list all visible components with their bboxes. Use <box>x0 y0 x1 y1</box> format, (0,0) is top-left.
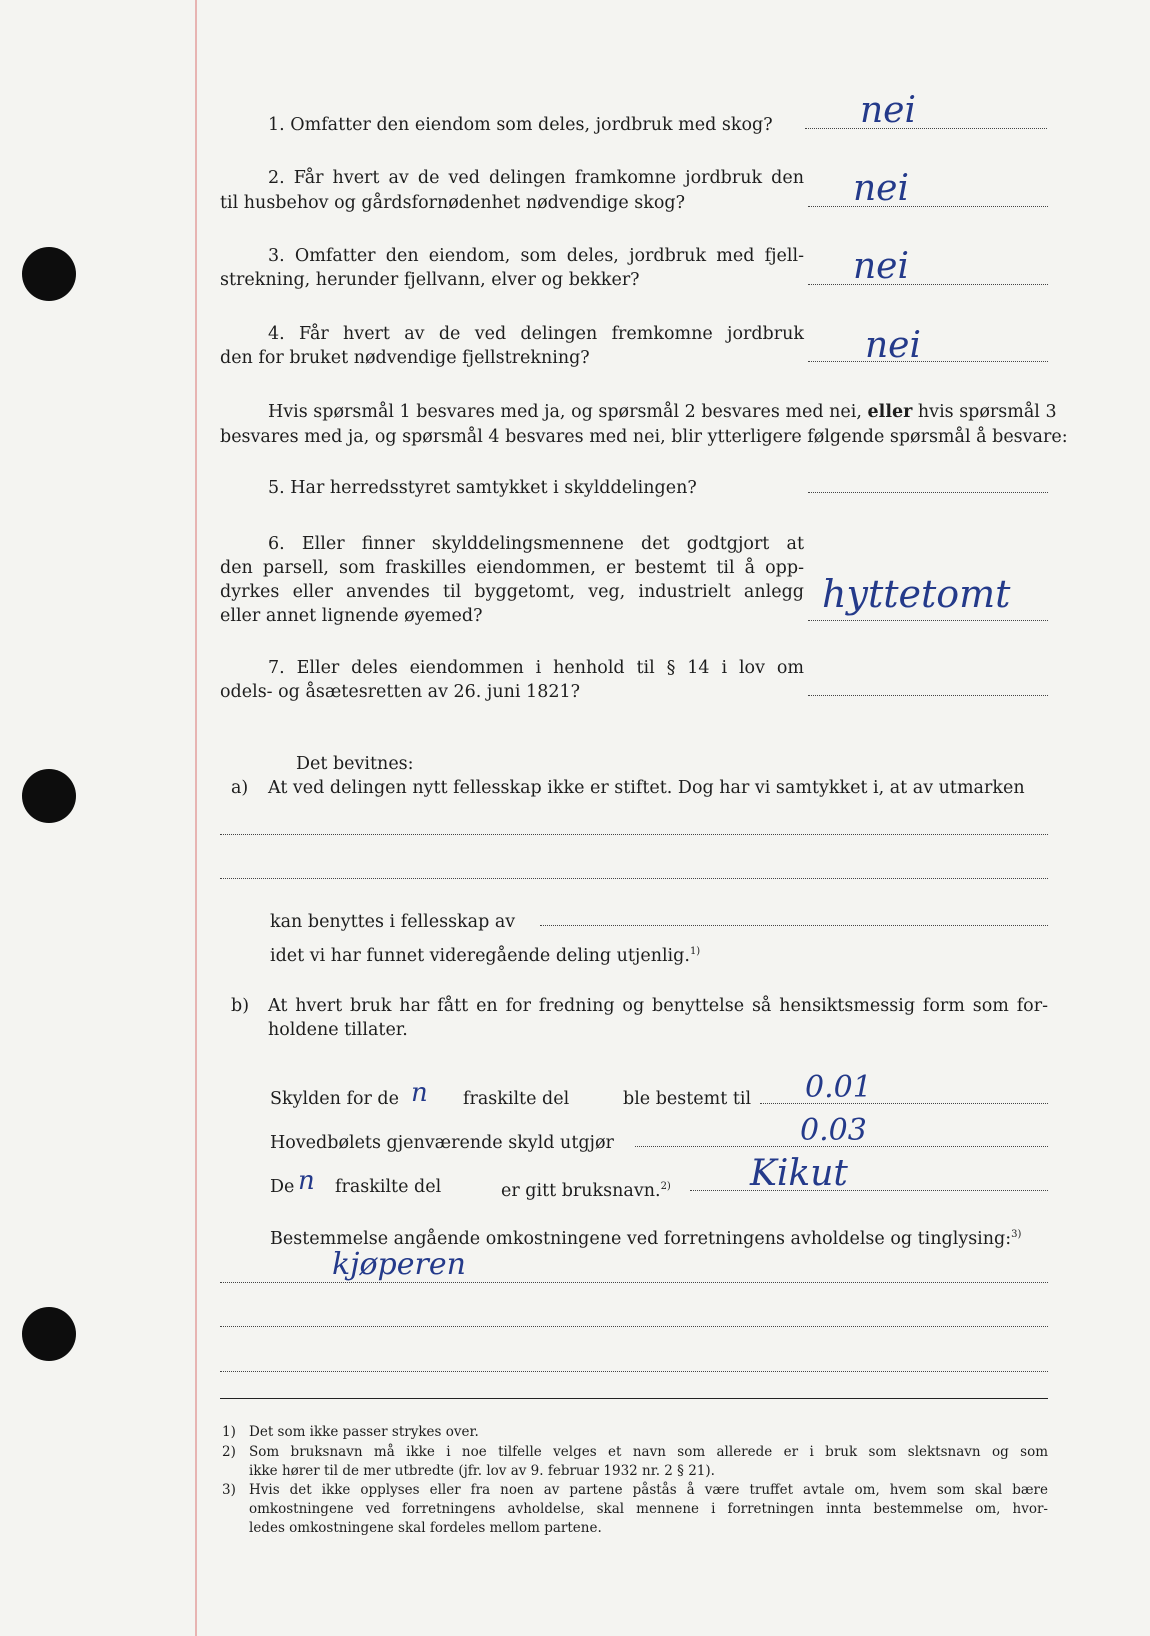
blank-line <box>220 834 1048 835</box>
question-3-line-1: 3. Omfatter den eiendom, som deles, jordbruk med fjell- <box>268 246 804 266</box>
question-5: 5. Har herredsstyret samtykket i skylddelingen? <box>268 478 697 498</box>
name-label-b: fraskilte del <box>335 1177 442 1197</box>
answer-1: nei <box>860 90 917 131</box>
attest-a-label: a) <box>231 778 249 798</box>
skyld-handwritten-n: n <box>411 1078 428 1108</box>
question-7-line-1: 7. Eller deles eiendommen i henhold til § 14 i lov om <box>268 658 804 678</box>
question-6-line-2: den parsell, som fraskilles eiendommen, er bestemt til å opp- <box>220 558 804 578</box>
attest-b-line-2: holdene tillater. <box>268 1020 408 1040</box>
answer-4: nei <box>865 325 922 366</box>
answer-line-7 <box>808 695 1048 696</box>
footnote-3-line-3: ledes omkostningene skal fordeles mellom partene. <box>249 1520 602 1536</box>
question-6-line-1: 6. Eller finner skylddelingsmennene det godtgjort at <box>268 534 804 554</box>
skyld-line <box>760 1103 1048 1104</box>
shared-use-line <box>540 925 1048 926</box>
question-4-line-2: den for bruket nødvendige fjellstrekning? <box>220 348 590 368</box>
question-7-line-2: odels- og åsætesretten av 26. juni 1821? <box>220 682 580 702</box>
answer-6: hyttetomt <box>822 572 1011 616</box>
question-1: 1. Omfatter den eiendom som deles, jordbruk med skog? <box>268 115 773 135</box>
answer-2: nei <box>853 168 910 209</box>
question-6-line-4: eller annet lignende øyemed? <box>220 606 483 626</box>
question-4-line-1: 4. Får hvert av de ved delingen fremkomne jordbruk <box>268 324 804 344</box>
footnote-2-line-2: ikke hører til de mer utbredte (jfr. lov av 9. februar 1932 nr. 2 § 21). <box>249 1463 715 1479</box>
further-note: 1) <box>689 946 701 957</box>
footnote-3-line-2: omkostningene ved forretningens avholdelse, skal mennene i forretningen innta bestemmelse om, hvor- <box>249 1501 1048 1517</box>
further-text <box>270 940 700 968</box>
question-3-line-2: strekning, herunder fjellvann, elver og bekker? <box>220 270 640 290</box>
answer-3: nei <box>853 246 910 287</box>
blank-line <box>220 1326 1048 1327</box>
name-line <box>690 1190 1048 1191</box>
skyld-value: 0.01 <box>805 1070 872 1105</box>
name-value: Kikut <box>750 1153 848 1194</box>
question-6-line-3: dyrkes eller anvendes til byggetomt, veg, industrielt anlegg <box>220 582 804 602</box>
footnote-3-mark: 3) <box>222 1482 236 1498</box>
footnote-3-line-1: Hvis det ikke opplyses eller fra noen av partene påstås å være truffet avtale om, hvem som skal bære <box>249 1482 1048 1498</box>
punch-hole <box>22 247 76 301</box>
remaining-label: Hovedbølets gjenværende skyld utgjør <box>270 1133 614 1153</box>
footnote-2-mark: 2) <box>222 1444 236 1460</box>
footnote-separator <box>220 1398 1048 1399</box>
skyld-label-b: fraskilte del <box>463 1089 570 1109</box>
costs-note: 3) <box>1011 1229 1022 1240</box>
skyld-label-c: ble bestemt til <box>623 1089 752 1109</box>
costs-line <box>220 1282 1048 1283</box>
condition-emphasis: eller <box>867 402 913 422</box>
footnote-1-mark: 1) <box>222 1424 236 1440</box>
name-label-c <box>501 1175 671 1203</box>
answer-line-2 <box>808 206 1048 207</box>
name-label-c-text: er gitt bruksnavn. <box>501 1180 661 1201</box>
remaining-value: 0.03 <box>800 1113 867 1148</box>
attest-b-line-1: At hvert bruk har fått en for fredning og benyttelse så hensiktsmessig form som for- <box>268 996 1048 1016</box>
shared-use-label: kan benyttes i fellesskap av <box>270 912 516 932</box>
answer-line-3 <box>808 284 1048 285</box>
answer-line-5 <box>808 492 1048 493</box>
attest-heading: Det bevitnes: <box>296 754 414 774</box>
name-label-a: De <box>270 1177 295 1197</box>
margin-line <box>195 0 197 1636</box>
question-2-line-2: til husbehov og gårdsfornødenhet nødvendige skog? <box>220 193 685 213</box>
further-text-body: idet vi har funnet videregående deling utjenlig. <box>270 945 690 966</box>
punch-hole <box>22 1307 76 1361</box>
name-note: 2) <box>660 1181 671 1192</box>
footnote-2-line-1: Som bruksnavn må ikke i noe tilfelle velges et navn som allerede er i bruk som slektsnavn og som <box>249 1444 1048 1460</box>
answer-line-4 <box>808 361 1048 362</box>
answer-line-6 <box>808 620 1048 621</box>
blank-line <box>220 878 1048 879</box>
answer-line-1 <box>805 128 1047 129</box>
costs-label-text: Bestemmelse angående omkostningene ved forretningens avholdelse og tinglysing: <box>270 1228 1012 1249</box>
name-handwritten-n: n <box>298 1166 315 1196</box>
condition-text-a: Hvis spørsmål 1 besvares med ja, og spørsmål 2 besvares med nei, <box>268 402 862 422</box>
attest-a-text: At ved delingen nytt fellesskap ikke er stiftet. Dog har vi samtykket i, at av utmarken <box>268 778 1025 798</box>
skyld-label-a: Skylden for de <box>270 1089 399 1109</box>
condition-line-2: besvares med ja, og spørsmål 4 besvares med nei, blir ytterligere følgende spørsmål å besvare: <box>220 427 1068 447</box>
costs-value: kjøperen <box>332 1247 466 1282</box>
attest-b-label: b) <box>231 996 250 1016</box>
condition-line-1 <box>268 400 1057 424</box>
blank-line <box>220 1371 1048 1372</box>
punch-hole <box>22 769 76 823</box>
footnote-1: Det som ikke passer strykes over. <box>249 1424 479 1440</box>
condition-text-b: hvis spørsmål 3 <box>917 402 1057 422</box>
question-2-line-1: 2. Får hvert av de ved delingen framkomne jordbruk den <box>268 168 804 188</box>
